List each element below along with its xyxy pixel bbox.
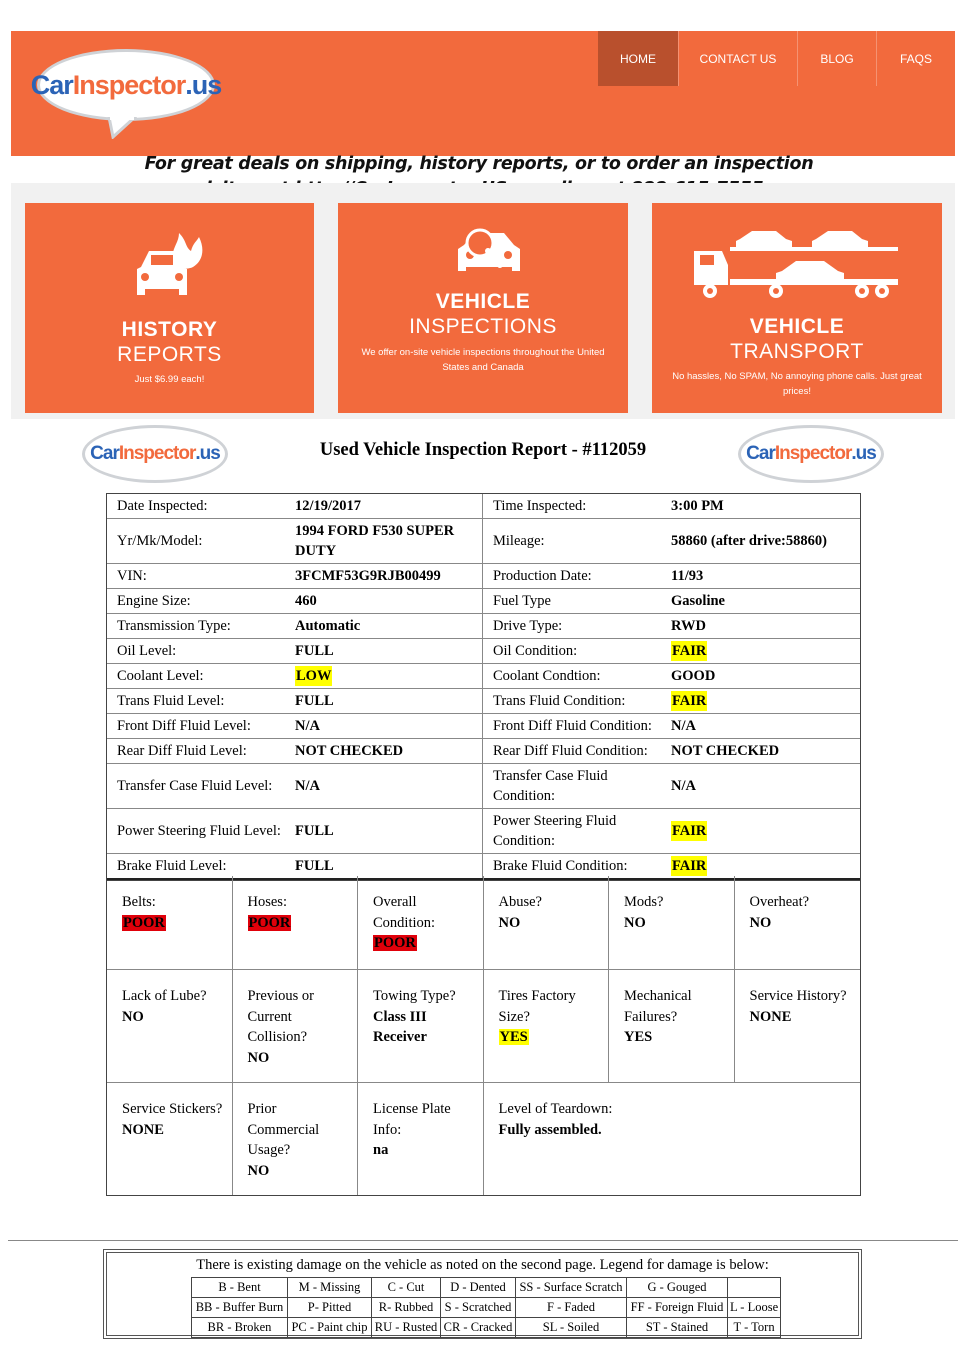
condition-value-text: Fully assembled. xyxy=(498,1121,602,1138)
spec-value xyxy=(661,494,860,518)
condition-value xyxy=(750,1007,853,1028)
spec-value xyxy=(661,809,860,853)
carinspector-logo-left: Car Inspect o r .us xyxy=(82,425,228,483)
legend-cell: F - Faded xyxy=(516,1298,627,1318)
condition-value xyxy=(373,933,475,954)
condition-value xyxy=(248,1048,350,1069)
tile-vehicle-transport[interactable] xyxy=(652,203,942,413)
spec-label-text: Brake Fluid Level: xyxy=(117,858,227,874)
condition-label: Abuse? xyxy=(498,894,542,910)
condition-label: Lack of Lube? xyxy=(122,988,207,1004)
nav-home[interactable]: HOME xyxy=(598,31,679,86)
spec-label xyxy=(107,739,285,763)
spec-row xyxy=(107,809,860,854)
spec-value-text: LOW xyxy=(296,668,332,684)
legend-cell: ST - Stained xyxy=(627,1318,728,1338)
spec-label-text: Transmission Type: xyxy=(117,618,231,634)
spec-value xyxy=(661,639,860,663)
spec-label-text: Rear Diff Fluid Level: xyxy=(117,743,247,759)
condition-value xyxy=(624,913,726,934)
site-header xyxy=(11,31,955,156)
legend-cell: D - Dented xyxy=(441,1278,516,1298)
condition-label: Mechanical Failures? xyxy=(624,988,692,1025)
spec-label xyxy=(483,519,661,563)
spec-label xyxy=(107,589,285,613)
legend-cell: L - Loose xyxy=(728,1298,781,1318)
spec-label-text: Production Date: xyxy=(493,568,592,584)
tile-title: VEHICLE xyxy=(435,290,531,313)
condition-value xyxy=(122,913,224,934)
condition-row xyxy=(107,970,860,1083)
spec-value-text: FAIR xyxy=(672,693,707,709)
spec-label xyxy=(107,564,285,588)
spec-value xyxy=(661,614,860,638)
spec-value xyxy=(661,564,860,588)
condition-cell xyxy=(233,970,359,1082)
condition-cell xyxy=(609,876,735,969)
tile-title: HISTORY xyxy=(121,318,218,341)
condition-label: License Plate Info: xyxy=(373,1101,451,1138)
spec-label xyxy=(107,519,285,563)
spec-label-text: Date Inspected: xyxy=(117,498,208,514)
spec-value-text: N/A xyxy=(295,718,320,734)
condition-cell xyxy=(609,970,735,1082)
spec-value-text: 3:00 PM xyxy=(671,498,724,514)
spec-label xyxy=(483,689,661,713)
spec-value-text: FULL xyxy=(295,823,334,839)
vehicle-spec-table xyxy=(106,493,861,881)
spec-value xyxy=(661,854,860,878)
spec-label xyxy=(107,714,285,738)
spec-row xyxy=(107,614,860,639)
spec-value-text: 58860 (after drive:58860) xyxy=(671,533,827,549)
tile-subtitle: INSPECTIONS xyxy=(409,315,557,338)
main-nav xyxy=(598,31,955,86)
legend-row xyxy=(192,1318,781,1338)
condition-label: Belts: xyxy=(122,894,156,910)
spec-value xyxy=(285,494,483,518)
spec-value xyxy=(285,519,483,563)
spec-value-text: RWD xyxy=(671,618,706,634)
condition-value-text: NO xyxy=(247,1049,270,1066)
spec-row xyxy=(107,519,860,564)
legend-cell: FF - Foreign Fluid xyxy=(627,1298,728,1318)
nav-blog[interactable]: BLOG xyxy=(798,31,877,86)
spec-value-text: 12/19/2017 xyxy=(295,498,362,514)
condition-value xyxy=(373,1007,475,1048)
condition-label: Tires Factory Size? xyxy=(498,988,576,1025)
condition-cell xyxy=(735,876,861,969)
spec-label xyxy=(483,854,661,878)
spec-label-text: Power Steering Fluid Level: xyxy=(117,823,281,839)
spec-value-text: 11/93 xyxy=(671,568,704,584)
spec-row xyxy=(107,589,860,614)
spec-row xyxy=(107,714,860,739)
spec-label xyxy=(483,714,661,738)
condition-value-text: NO xyxy=(624,914,646,931)
condition-value-text: NO xyxy=(122,1008,144,1025)
spec-value-text: FAIR xyxy=(672,823,707,839)
spec-value-text: N/A xyxy=(295,778,320,794)
spec-value-text: N/A xyxy=(671,718,696,734)
spec-value xyxy=(661,714,860,738)
spec-value xyxy=(285,664,483,688)
condition-label: Overall Condition: xyxy=(373,894,436,931)
spec-value xyxy=(285,614,483,638)
spec-label-text: Coolant Condtion: xyxy=(493,668,601,684)
legend-cell: G - Gouged xyxy=(627,1278,728,1298)
damage-legend-note: There is existing damage on the vehicle as noted on the second page. Legend for damage is below: xyxy=(196,1257,769,1273)
spec-row xyxy=(107,764,860,809)
burning-car-icon xyxy=(127,227,211,305)
spec-value-text: 1994 FORD F530 SUPER DUTY xyxy=(295,523,455,559)
spec-label xyxy=(483,639,661,663)
condition-grid xyxy=(106,876,861,1196)
condition-value xyxy=(499,1120,852,1141)
legend-cell xyxy=(728,1278,781,1298)
damage-legend-table xyxy=(191,1277,781,1338)
tile-text: No hassles, No SPAM, No annoying phone calls. Just great prices! xyxy=(672,371,922,397)
spec-value xyxy=(661,664,860,688)
condition-cell xyxy=(107,1083,233,1195)
spec-label-text: Rear Diff Fluid Condition: xyxy=(493,743,648,759)
spec-label xyxy=(107,809,285,853)
tile-subtitle: TRANSPORT xyxy=(730,340,864,363)
tile-title: VEHICLE xyxy=(749,315,845,338)
legend-cell: T - Torn xyxy=(728,1318,781,1338)
condition-cell xyxy=(484,970,610,1082)
condition-label: Service Stickers? xyxy=(122,1101,223,1117)
spec-label-text: Front Diff Fluid Condition: xyxy=(493,718,652,734)
spec-label xyxy=(107,614,285,638)
spec-row xyxy=(107,639,860,664)
spec-value-text: N/A xyxy=(671,778,696,794)
spec-value xyxy=(285,739,483,763)
condition-value-text: NONE xyxy=(749,1008,792,1025)
nav-faqs[interactable]: FAQS xyxy=(899,51,932,66)
spec-value-text: FAIR xyxy=(672,858,707,874)
spec-value xyxy=(285,809,483,853)
tile-vehicle-inspections[interactable] xyxy=(338,203,628,413)
condition-row xyxy=(107,1083,860,1195)
spec-value xyxy=(285,854,483,878)
condition-cell xyxy=(484,1083,860,1195)
condition-cell xyxy=(735,970,861,1082)
spec-label xyxy=(483,809,661,853)
condition-value xyxy=(248,913,350,934)
condition-value-text: NO xyxy=(498,914,521,931)
spec-label-text: Mileage: xyxy=(493,533,545,549)
spec-label xyxy=(483,494,661,518)
condition-cell xyxy=(358,970,484,1082)
condition-value xyxy=(373,1140,475,1161)
spec-value-text: NOT CHECKED xyxy=(671,743,780,759)
spec-row xyxy=(107,739,860,764)
legend-cell: M - Missing xyxy=(288,1278,372,1298)
legend-cell: P- Pitted xyxy=(288,1298,372,1318)
spec-value-text: FULL xyxy=(295,693,334,709)
legend-cell: PC - Paint chip xyxy=(288,1318,372,1338)
spec-value-text: Automatic xyxy=(295,618,361,634)
spec-label-text: Fuel Type xyxy=(493,593,551,609)
spec-label xyxy=(107,854,285,878)
condition-value-text: na xyxy=(373,1142,389,1158)
spec-value xyxy=(661,589,860,613)
spec-label xyxy=(483,589,661,613)
spec-value-text: 3FCMF53G9RJB00499 xyxy=(295,568,441,584)
car-carrier-truck-icon xyxy=(692,227,902,303)
tile-text: Just $6.99 each! xyxy=(134,374,205,385)
spec-value-text: 460 xyxy=(295,593,317,609)
divider xyxy=(8,1240,958,1241)
condition-label: Level of Teardown: xyxy=(498,1101,613,1117)
spec-label xyxy=(107,664,285,688)
car-inspection-icon xyxy=(450,223,526,281)
tile-text: We offer on-site vehicle inspections throughout the United States and Canada xyxy=(361,347,605,373)
condition-cell xyxy=(107,970,233,1082)
legend-cell: BR - Broken xyxy=(192,1318,288,1338)
condition-value-text: Class III Receiver xyxy=(373,1008,427,1045)
condition-value xyxy=(499,1027,601,1048)
spec-label xyxy=(483,564,661,588)
legend-cell: C - Cut xyxy=(372,1278,441,1298)
spec-label-text: Front Diff Fluid Level: xyxy=(117,718,251,734)
spec-label xyxy=(107,689,285,713)
spec-label-text: Coolant Level: xyxy=(117,668,204,684)
spec-value xyxy=(285,564,483,588)
condition-cell xyxy=(484,876,610,969)
condition-label: Mods? xyxy=(624,894,664,910)
spec-row xyxy=(107,494,860,519)
spec-label xyxy=(483,764,661,808)
condition-cell xyxy=(233,1083,359,1195)
report-title: Used Vehicle Inspection Report - #112059 xyxy=(319,440,647,460)
condition-cell xyxy=(107,876,233,969)
condition-label: Prior Commercial Usage? xyxy=(247,1101,320,1158)
spec-label xyxy=(483,664,661,688)
promo-line-1: For great deals on shipping, history reports, or to order an inspection xyxy=(144,154,814,174)
condition-value xyxy=(750,913,853,934)
spec-value xyxy=(285,639,483,663)
nav-contact-us[interactable]: CONTACT US xyxy=(679,31,798,86)
legend-cell: B - Bent xyxy=(192,1278,288,1298)
condition-value-text: YES xyxy=(624,1029,653,1045)
spec-label-text: Power Steering Fluid Condition: xyxy=(493,813,617,849)
spec-label-text: Oil Level: xyxy=(117,643,177,659)
spec-label-text: Trans Fluid Condition: xyxy=(493,693,626,709)
spec-label xyxy=(107,764,285,808)
spec-label xyxy=(107,494,285,518)
legend-cell: BB - Buffer Burn xyxy=(192,1298,288,1318)
spec-value-text: NOT CHECKED xyxy=(295,743,404,759)
spec-value xyxy=(285,764,483,808)
spec-label-text: Yr/Mk/Model: xyxy=(117,533,203,549)
spec-label-text: Transfer Case Fluid Condition: xyxy=(493,768,608,804)
condition-row xyxy=(107,876,860,970)
spec-label xyxy=(483,614,661,638)
legend-cell: S - Scratched xyxy=(441,1298,516,1318)
spec-label xyxy=(483,739,661,763)
carinspector-logo-right: Car Inspect o r .us xyxy=(738,425,884,483)
condition-value xyxy=(499,913,601,934)
condition-label: Hoses: xyxy=(247,894,287,910)
tile-history-reports[interactable] xyxy=(25,203,314,413)
condition-value xyxy=(624,1027,726,1048)
spec-label-text: Transfer Case Fluid Level: xyxy=(117,778,273,794)
legend-cell: RU - Rusted xyxy=(372,1318,441,1338)
tile-subtitle: REPORTS xyxy=(117,343,222,366)
legend-cell: CR - Cracked xyxy=(441,1318,516,1338)
condition-value xyxy=(122,1120,224,1141)
condition-value-text: POOR xyxy=(248,914,291,931)
legend-row xyxy=(192,1298,781,1318)
condition-cell xyxy=(358,1083,484,1195)
condition-value-text: NO xyxy=(247,1162,270,1179)
spec-value xyxy=(661,764,860,808)
condition-value xyxy=(122,1007,224,1028)
spec-label-text: Time Inspected: xyxy=(493,498,587,514)
condition-value-text: YES xyxy=(499,1029,528,1045)
spec-value-text: GOOD xyxy=(671,668,716,684)
legend-row xyxy=(192,1278,781,1298)
condition-value-text: POOR xyxy=(374,935,416,951)
spec-label-text: Trans Fluid Level: xyxy=(117,693,225,709)
spec-value xyxy=(285,589,483,613)
spec-label-text: Engine Size: xyxy=(117,593,191,609)
spec-value xyxy=(661,689,860,713)
condition-value-text: NONE xyxy=(122,1121,164,1138)
spec-value-text: FULL xyxy=(295,858,334,874)
spec-row xyxy=(107,564,860,589)
condition-label: Service History? xyxy=(749,988,847,1004)
spec-label-text: Brake Fluid Condition: xyxy=(493,858,628,874)
spec-label-text: Drive Type: xyxy=(493,618,563,634)
condition-value-text: NO xyxy=(749,914,772,931)
logo-speech-tail-icon xyxy=(107,117,137,139)
spec-row xyxy=(107,689,860,714)
condition-cell xyxy=(358,876,484,969)
condition-label: Previous or Current Collision? xyxy=(247,988,314,1045)
condition-label: Towing Type? xyxy=(373,988,456,1004)
legend-cell: SL - Soiled xyxy=(516,1318,627,1338)
legend-cell: R- Rubbed xyxy=(372,1298,441,1318)
condition-value-text: POOR xyxy=(123,914,165,931)
spec-label-text: Oil Condition: xyxy=(493,643,578,659)
spec-value xyxy=(661,739,860,763)
spec-value-text: FAIR xyxy=(672,643,707,659)
condition-label: Overheat? xyxy=(749,894,810,910)
spec-row xyxy=(107,664,860,689)
spec-value xyxy=(661,519,860,563)
carinspector-logo[interactable]: Car Inspect o r .us xyxy=(37,49,215,121)
spec-label xyxy=(107,639,285,663)
spec-label-text: VIN: xyxy=(117,568,147,584)
spec-value-text: FULL xyxy=(295,643,334,659)
spec-value xyxy=(285,689,483,713)
spec-value xyxy=(285,714,483,738)
spec-value-text: Gasoline xyxy=(671,593,725,609)
damage-legend-frame xyxy=(106,1252,859,1336)
condition-value xyxy=(248,1161,350,1182)
condition-cell xyxy=(233,876,359,969)
legend-cell: SS - Surface Scratch xyxy=(516,1278,627,1298)
damage-legend xyxy=(103,1249,862,1339)
